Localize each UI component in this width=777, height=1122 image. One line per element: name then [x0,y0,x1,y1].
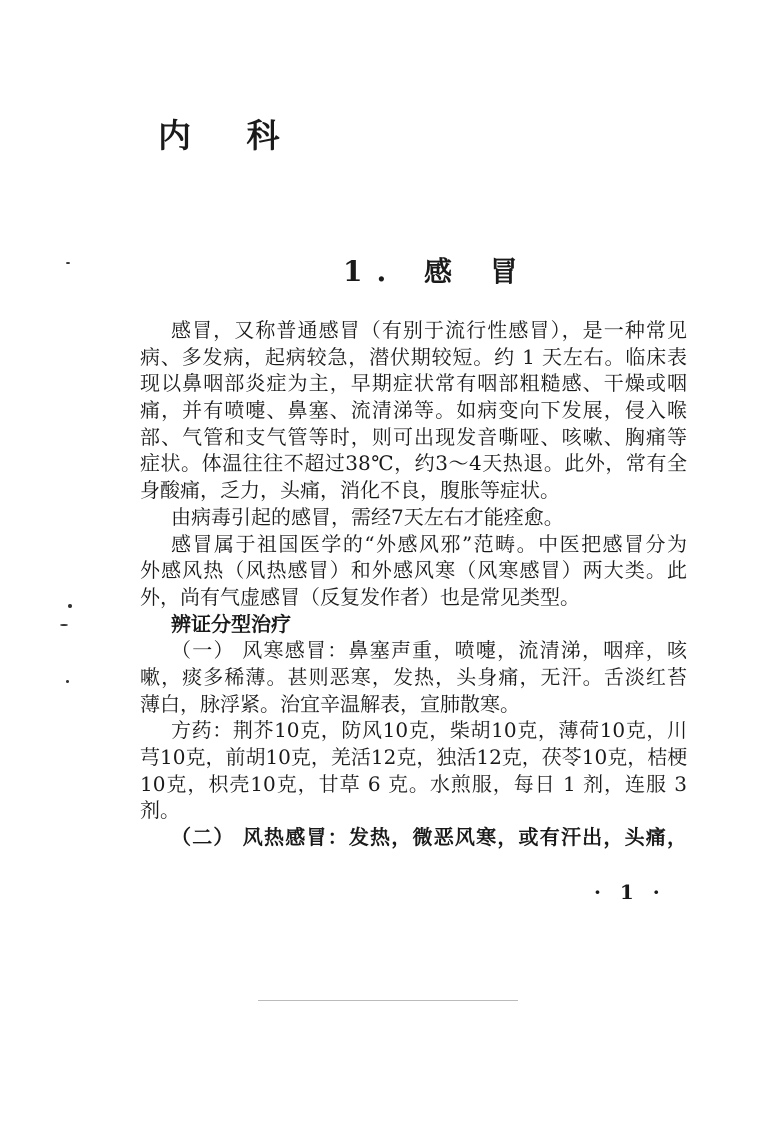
text-line: 方药：荆芥10克，防风10克，柴胡10克，薄荷10克，川 [171,718,687,743]
scan-speck [60,624,68,626]
scan-edge-line [258,1000,518,1001]
text-line: 感冒属于祖国医学的“外感风邪”范畴。中医把感冒分为 [171,531,687,556]
text-line: 10克，枳壳10克，甘草 6 克。水煎服，每日 1 剂，连服 3 [140,771,687,796]
text-line: 身酸痛，乏力，头痛，消化不良，腹胀等症状。 [140,478,560,503]
scan-speck [66,680,69,683]
text-line: 薄白，脉浮紧。治宜辛温解表，宣肺散寒。 [140,691,520,716]
scan-speck [68,604,72,608]
chapter-title: 内 科 [158,116,302,155]
text-line: 部、气管和支气管等时，则可出现发音嘶哑、咳嗽、胸痛等 [140,424,687,449]
text-line: 外感风热（风热感冒）和外感风寒（风寒感冒）两大类。此 [140,558,687,583]
text-line: 剂。 [140,798,180,823]
section-title: 1. 感 冒 [343,255,532,288]
scan-speck [66,262,70,264]
body-text [140,317,687,851]
page-number: · 1 · [594,880,666,904]
subheading: 辨证分型治疗 [171,611,291,636]
text-line: （二） 风热感冒：发热，微恶风寒，或有汗出，头痛， [171,825,687,850]
text-line: 由病毒引起的感冒，需经7天左右才能痊愈。 [171,504,564,529]
text-line: 感冒，又称普通感冒（有别于流行性感冒），是一种常见 [171,318,687,342]
text-line: 现以鼻咽部炎症为主，早期症状常有咽部粗糙感、干燥或咽 [140,371,687,396]
text-line: 痛，并有喷嚏、鼻塞、流清涕等。如病变向下发展，侵入喉 [140,398,687,423]
text-line: （一） 风寒感冒：鼻塞声重，喷嚏，流清涕，咽痒，咳 [171,638,687,663]
text-line: 芎10克，前胡10克，羌活12克，独活12克，茯苓10克，桔梗 [140,745,688,769]
text-line: 症状。体温往往不超过38℃，约3～4天热退。此外，常有全 [140,451,687,476]
text-line: 病、多发病，起病较急，潜伏期较短。约 1 天左右。临床表 [140,344,687,369]
text-line: 嗽，痰多稀薄。甚则恶寒，发热，头身痛，无汗。舌淡红苔 [140,664,687,689]
text-line: 外，尚有气虚感冒（反复发作者）也是常见类型。 [140,584,580,609]
